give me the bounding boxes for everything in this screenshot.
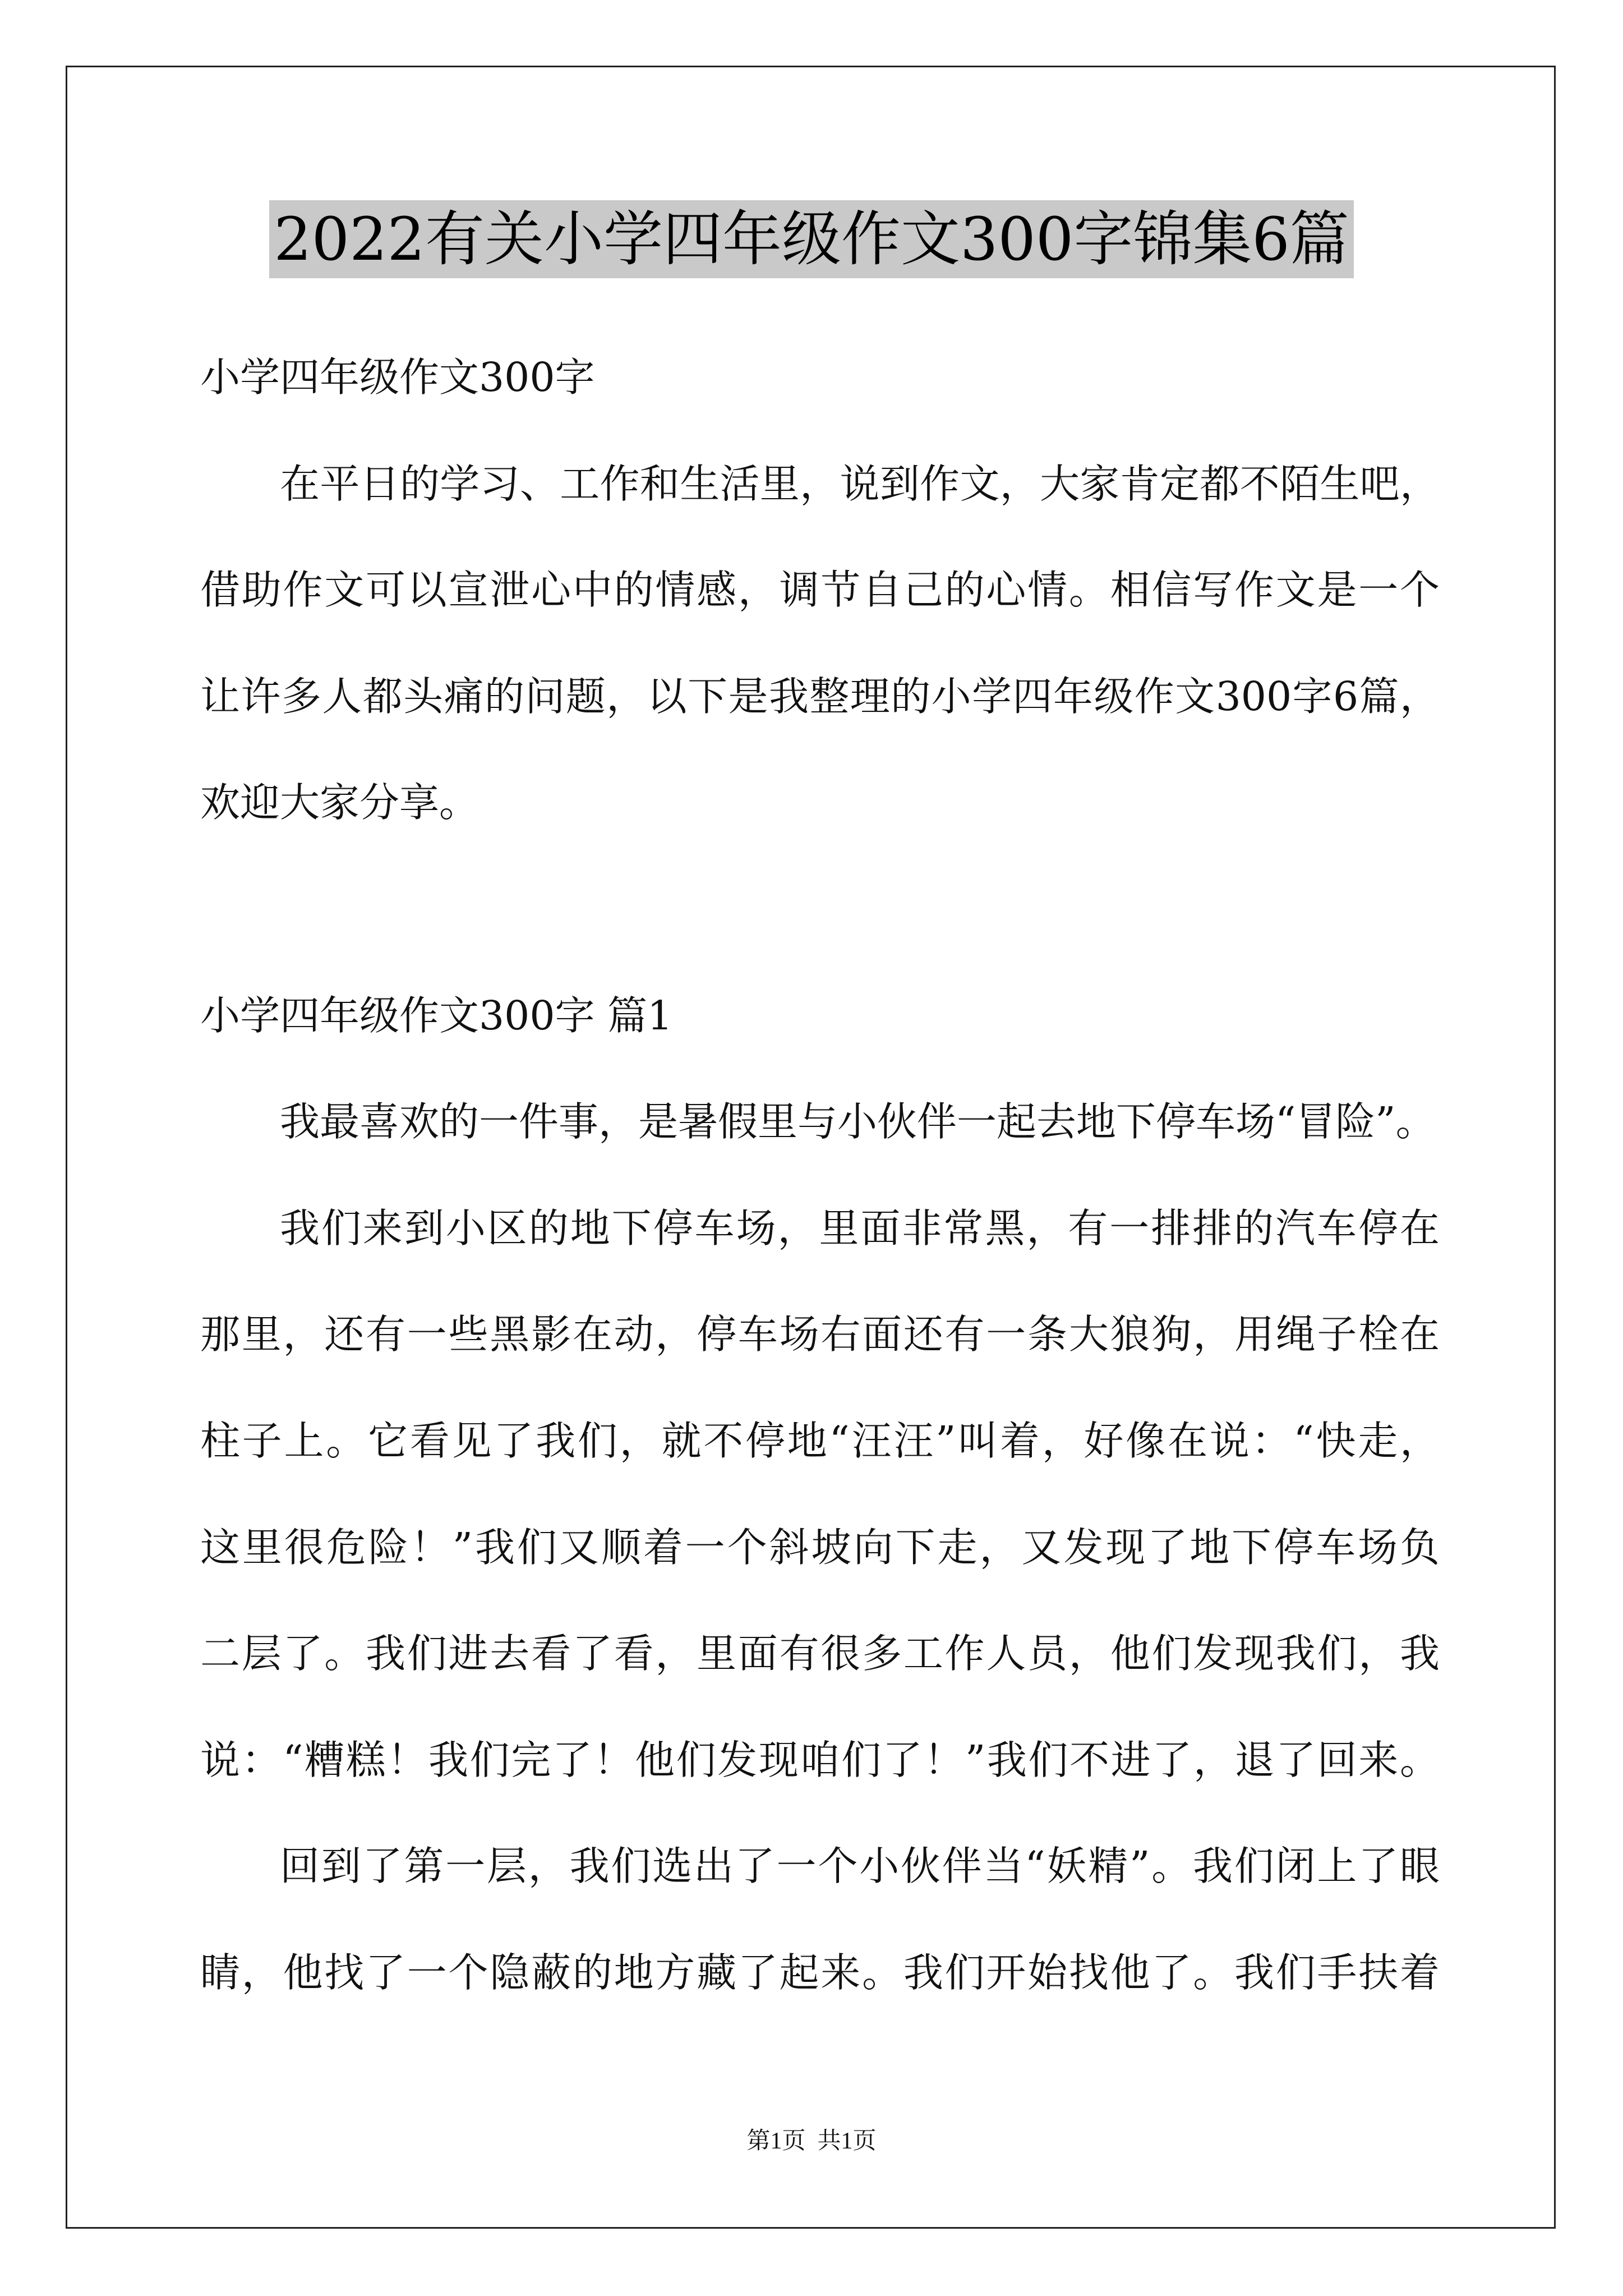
document-title: 2022有关小学四年级作文300字锦集6篇 (269, 200, 1354, 278)
paragraph-line: 借助作文可以宣泄心中的情感，调节自己的心情。相信写作文是一个 (200, 567, 1440, 614)
intro-paragraph (200, 431, 1440, 856)
paragraph-line: 我最喜欢的一件事，是暑假里与小伙伴一起去地下停车场“冒险”。 (280, 1098, 1436, 1145)
paragraph-line: 在平日的学习、工作和生活里，说到作文，大家肯定都不陌生吧， (280, 460, 1440, 507)
paragraph-line: 睛，他找了一个隐蔽的地方藏了起来。我们开始找他了。我们手扶着 (200, 1949, 1440, 1996)
paragraph-line: 我们来到小区的地下停车场，里面非常黑，有一排排的汽车停在 (280, 1204, 1440, 1251)
paragraph-line: 那里，还有一些黑影在动，停车场右面还有一条大狼狗，用绳子栓在 (200, 1311, 1440, 1358)
paragraph-line: 这里很危险！”我们又顺着一个斜坡向下走，又发现了地下停车场负 (200, 1524, 1440, 1571)
paragraph-line: 回到了第一层，我们选出了一个小伙伴当“妖精”。我们闭上了眼 (280, 1843, 1440, 1890)
section-paragraph (200, 1175, 1440, 1814)
section-paragraph (200, 1069, 1440, 1175)
paragraph-line: 柱子上。它看见了我们，就不停地“汪汪”叫着，好像在说：“快走， (200, 1417, 1440, 1464)
paragraph-line: 让许多人都头痛的问题，以下是我整理的小学四年级作文300字6篇， (200, 673, 1440, 720)
title-container (0, 200, 1623, 278)
document-body (200, 324, 1440, 2026)
intro-heading: 小学四年级作文300字 (200, 354, 595, 401)
page-footer: 第1页 共1页 (746, 2128, 877, 2154)
paragraph-line: 说：“糟糕！我们完了！他们发现咱们了！”我们不进了，退了回来。 (200, 1736, 1440, 1783)
section-heading: 小学四年级作文300字 篇1 (200, 992, 673, 1039)
paragraph-line: 二层了。我们进去看了看，里面有很多工作人员，他们发现我们，我 (200, 1630, 1440, 1677)
paragraph-line: 欢迎大家分享。 (200, 779, 479, 826)
section-paragraph (200, 1813, 1440, 2026)
